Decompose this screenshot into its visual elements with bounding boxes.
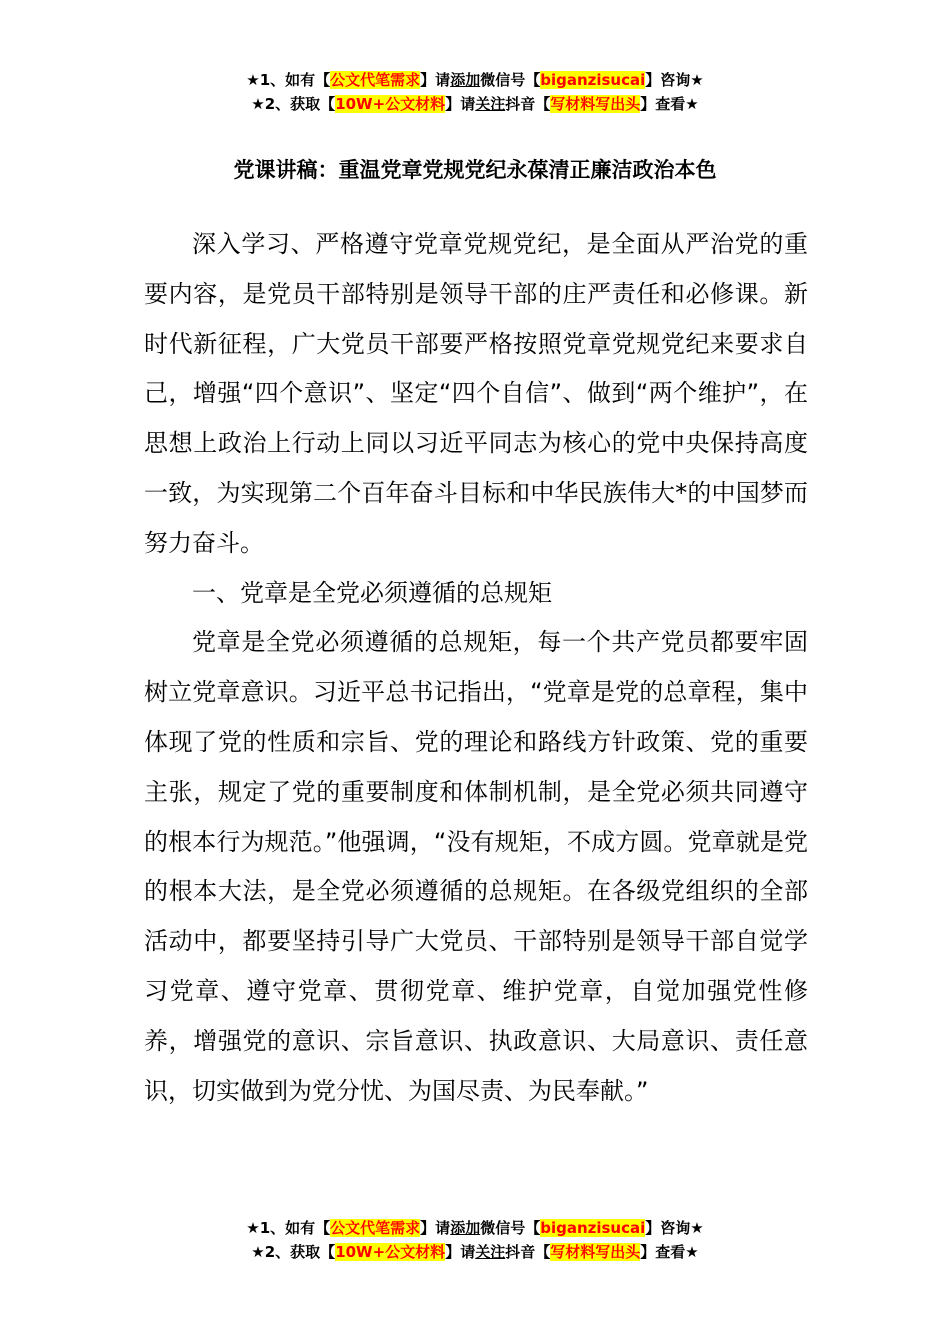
highlight-service: 公文代笔需求 <box>330 1219 421 1237</box>
header-banner <box>0 68 950 116</box>
banner-line-2: ★2、获取【10W+公文材料】请关注抖音【写材料写出头】查看★ <box>251 1243 699 1261</box>
document-title: 党课讲稿：重温党章党规党纪永葆清正廉洁政治本色 <box>233 158 717 182</box>
highlight-douyin-account: 写材料写出头 <box>550 1243 641 1261</box>
highlight-service: 公文代笔需求 <box>330 71 421 89</box>
highlight-wechat-id: biganzisucai <box>540 71 646 89</box>
document-body <box>144 220 808 1116</box>
footer-banner <box>0 1216 950 1264</box>
highlight-douyin-account: 写材料写出头 <box>550 95 641 113</box>
section-heading-1: 一、党章是全党必须遵循的总规矩 <box>192 578 552 607</box>
banner-line-1: ★1、如有【公文代笔需求】请添加微信号【biganzisucai】咨询★ <box>246 1219 704 1237</box>
highlight-materials: 10W+公文材料 <box>335 1243 446 1261</box>
paragraph-intro: 深入学习、严格遵守党章党规党纪，是全面从严治党的重要内容，是党员干部特别是领导干部的庄严责任和必修课。新时代新征程，广大党员干部要严格按照党章党规党纪来要求自己，增强“四个意识”、坚定“四个自信”、做到“两个维护”，在思想上政治上行动上同以习近平同志为核心的党中央保持高度一致，为实现第二个百年奋斗目标和中华民族伟大*的中国梦而努力奋斗。 <box>144 230 808 557</box>
paragraph-section-1: 党章是全党必须遵循的总规矩，每一个共产党员都要牢固树立党章意识。习近平总书记指出，“党章是党的总章程，集中体现了党的性质和宗旨、党的理论和路线方针政策、党的重要主张，规定了党的重要制度和体制机制，是全党必须共同遵守的根本行为规范。”他强调，“没有规矩，不成方圆。党章就是党的根本大法，是全党必须遵循的总规矩。在各级党组织的全部活动中，都要坚持引导广大党员、干部特别是领导干部自觉学习党章、遵守党章、贯彻党章、维护党章，自觉加强党性修养，增强党的意识、宗旨意识、执政意识、大局意识、责任意识，切实做到为党分忧、为国尽责、为民奉献。” <box>144 628 808 1105</box>
banner-line-2: ★2、获取【10W+公文材料】请关注抖音【写材料写出头】查看★ <box>251 95 699 113</box>
highlight-materials: 10W+公文材料 <box>335 95 446 113</box>
banner-line-1: ★1、如有【公文代笔需求】请添加微信号【biganzisucai】咨询★ <box>246 71 704 89</box>
highlight-wechat-id: biganzisucai <box>540 1219 646 1237</box>
